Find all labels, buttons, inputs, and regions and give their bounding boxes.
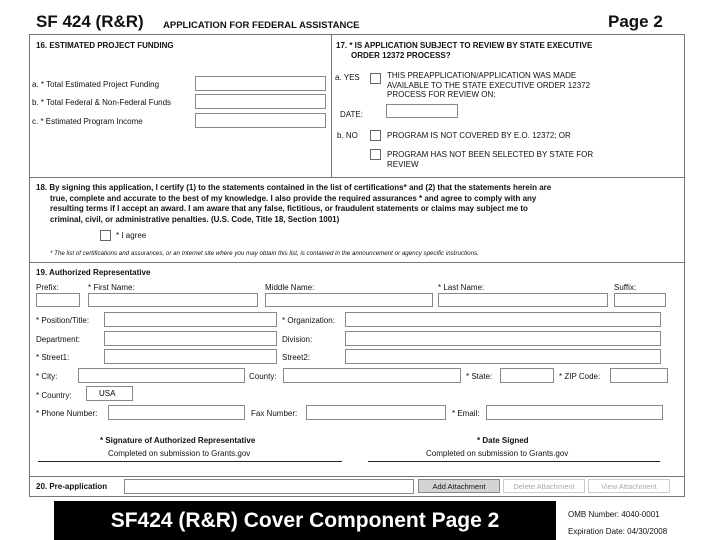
total-funding-label: a. * Total Estimated Project Funding [32, 80, 160, 89]
first-name-input[interactable] [88, 293, 258, 307]
county-input[interactable] [283, 368, 461, 383]
review-date-input[interactable] [386, 104, 458, 118]
last-name-input[interactable] [438, 293, 608, 307]
yes-text: THIS PREAPPLICATION/APPLICATION WAS MADE AVAILABLE TO THE STATE EXECUTIVE ORDER 12372 PROCESS FOR REVIEW ON: [387, 71, 591, 99]
prefix-input[interactable] [36, 293, 80, 307]
zip-input[interactable] [610, 368, 668, 383]
federal-funds-label: b. * Total Federal & Non-Federal Funds [32, 98, 172, 107]
signature-value: Completed on submission to Grants.gov [108, 449, 251, 458]
state-label: * State: [466, 372, 493, 381]
organization-label: * Organization: [282, 316, 335, 325]
section-19-title: 19. Authorized Representative [36, 268, 151, 277]
certification-text: 18. By signing this application, I certify (1) to the statements contained in the list of certifications* and (2) that the statements herein are true, complete and accurate to the best of my knowledge. I also provide the required assurances * and agree to comply with any resulting terms if I accept an award. I am aware that any false, fictitious, or fraudulent statements or claims may subject me to criminal, civil, or administrative penalties. (U.S. Code, Title 18, Section 1001) [36, 183, 552, 224]
street1-label: * Street1: [36, 353, 70, 362]
pre-application-file-input[interactable] [124, 479, 414, 494]
certification-footnote: * The list of certifications and assurances, or an Internet site where you may obtain this list, is contained in the announcement or agency specific instructions. [50, 250, 479, 257]
suffix-label: Suffix: [614, 283, 637, 292]
omb-number: OMB Number: 4040-0001 [568, 510, 660, 519]
country-input[interactable] [86, 386, 133, 401]
phone-input[interactable] [108, 405, 245, 420]
street2-label: Street2: [282, 353, 311, 362]
program-income-input[interactable] [195, 113, 326, 128]
section-20-title: 20. Pre-application [36, 482, 108, 491]
division-input[interactable] [345, 331, 661, 346]
email-label: * Email: [452, 409, 480, 418]
yes-checkbox[interactable] [370, 73, 381, 84]
first-name-label: * First Name: [88, 283, 135, 292]
divider [30, 262, 684, 263]
program-income-label: c. * Estimated Program Income [32, 117, 143, 126]
divider [30, 476, 684, 477]
form-id: SF 424 (R&R) [36, 12, 144, 31]
section-17-title-2: ORDER 12372 PROCESS? [351, 51, 451, 60]
zip-label: * ZIP Code: [559, 372, 601, 381]
last-name-label: * Last Name: [438, 283, 485, 292]
signature-label: * Signature of Authorized Representative [100, 436, 256, 445]
agree-checkbox[interactable] [100, 230, 111, 241]
position-label: * Position/Title: [36, 316, 90, 325]
county-label: County: [249, 372, 277, 381]
middle-name-label: Middle Name: [265, 283, 315, 292]
divider [331, 35, 332, 178]
date-signed-line [368, 461, 660, 462]
prefix-label: Prefix: [36, 283, 59, 292]
division-label: Division: [282, 335, 313, 344]
divider [30, 177, 684, 178]
not-selected-checkbox[interactable] [370, 149, 381, 160]
total-funding-input[interactable] [195, 76, 326, 91]
caption-banner: SF424 (R&R) Cover Component Page 2 [54, 501, 556, 540]
signature-line [38, 461, 342, 462]
form-title: APPLICATION FOR FEDERAL ASSISTANCE [163, 20, 360, 31]
street1-input[interactable] [104, 349, 277, 364]
date-signed-label: * Date Signed [477, 436, 529, 445]
middle-name-input[interactable] [265, 293, 433, 307]
email-input[interactable] [486, 405, 663, 420]
section-17-title: 17. * IS APPLICATION SUBJECT TO REVIEW BY STATE EXECUTIVE [336, 41, 593, 50]
view-attachment-button[interactable]: View Attachment [588, 479, 670, 493]
suffix-input[interactable] [614, 293, 666, 307]
position-input[interactable] [104, 312, 277, 327]
department-label: Department: [36, 335, 81, 344]
no-covered-checkbox[interactable] [370, 130, 381, 141]
section-16-title: 16. ESTIMATED PROJECT FUNDING [36, 41, 174, 50]
no-covered-text: PROGRAM IS NOT COVERED BY E.O. 12372; OR [387, 131, 571, 140]
expiration-date: Expiration Date: 04/30/2008 [568, 527, 668, 536]
federal-funds-input[interactable] [195, 94, 326, 109]
agree-label: * I agree [116, 231, 147, 240]
page-number: Page 2 [608, 12, 663, 31]
department-input[interactable] [104, 331, 277, 346]
date-signed-value: Completed on submission to Grants.gov [426, 449, 569, 458]
yes-label: a. YES [335, 73, 360, 82]
fax-input[interactable] [306, 405, 446, 420]
fax-label: Fax Number: [251, 409, 298, 418]
no-label: b. NO [337, 131, 358, 140]
street2-input[interactable] [345, 349, 661, 364]
phone-label: * Phone Number: [36, 409, 98, 418]
not-selected-text: PROGRAM HAS NOT BEEN SELECTED BY STATE FOR REVIEW [387, 150, 594, 169]
city-label: * City: [36, 372, 58, 381]
state-input[interactable] [500, 368, 554, 383]
organization-input[interactable] [345, 312, 661, 327]
country-label: * Country: [36, 391, 72, 400]
date-label: DATE: [340, 110, 363, 119]
add-attachment-button[interactable]: Add Attachment [418, 479, 500, 493]
city-input[interactable] [78, 368, 245, 383]
delete-attachment-button[interactable]: Delete Attachment [503, 479, 585, 493]
